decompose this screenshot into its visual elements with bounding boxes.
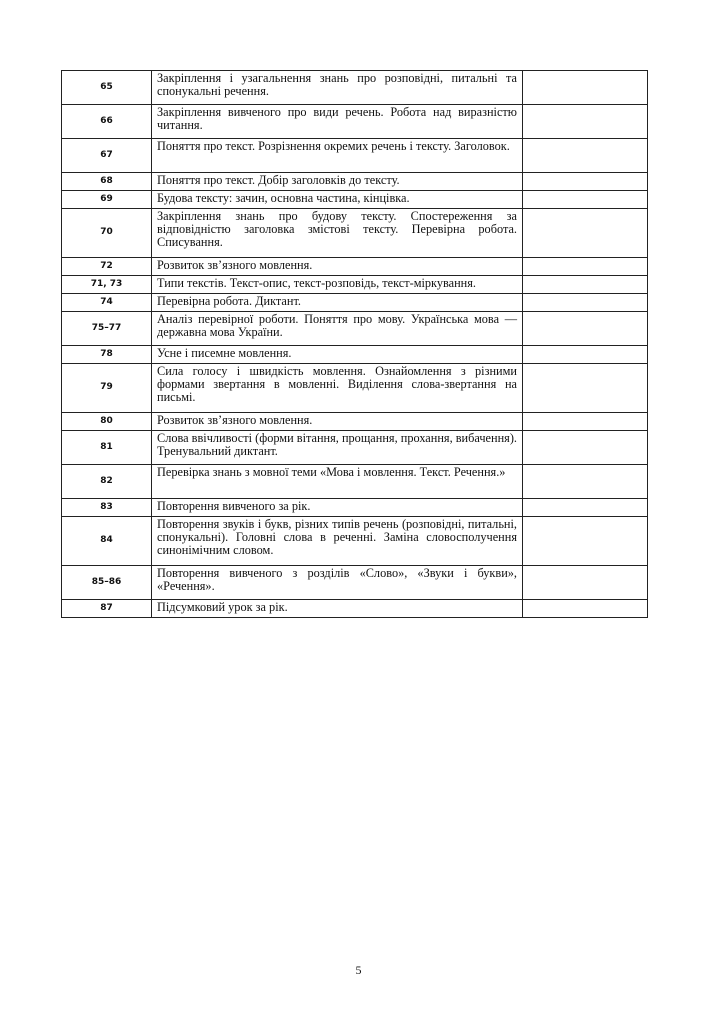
lesson-note-cell — [523, 209, 648, 258]
lesson-topic: Підсумковий урок за рік. — [152, 600, 523, 618]
lesson-note-cell — [523, 105, 648, 139]
lesson-plan-body — [62, 71, 648, 618]
lesson-number: 78 — [62, 346, 152, 364]
table-row — [62, 517, 648, 566]
lesson-topic: Слова ввічливості (форми вітання, прощання, прохання, вибачення). Тренувальний диктант. — [152, 431, 523, 465]
table-row — [62, 431, 648, 465]
lesson-topic: Сила голосу і швидкість мовлення. Ознайомлення з різними формами звертання в мовленні. Виділення слова-звертання на письмі. — [152, 364, 523, 413]
lesson-number: 79 — [62, 364, 152, 413]
lesson-note-cell — [523, 600, 648, 618]
lesson-topic: Повторення вивченого за рік. — [152, 499, 523, 517]
lesson-number: 80 — [62, 413, 152, 431]
lesson-number: 84 — [62, 517, 152, 566]
lesson-topic: Перевірна робота. Диктант. — [152, 294, 523, 312]
lesson-number: 69 — [62, 191, 152, 209]
lesson-note-cell — [523, 431, 648, 465]
lesson-number: 65 — [62, 71, 152, 105]
lesson-number: 81 — [62, 431, 152, 465]
lesson-note-cell — [523, 71, 648, 105]
lesson-number: 71, 73 — [62, 276, 152, 294]
table-row — [62, 566, 648, 600]
lesson-topic: Типи текстів. Текст-опис, текст-розповідь, текст-міркування. — [152, 276, 523, 294]
table-row — [62, 71, 648, 105]
lesson-note-cell — [523, 517, 648, 566]
lesson-number: 85–86 — [62, 566, 152, 600]
lesson-topic: Закріплення і узагальнення знань про розповідні, питальні та спонукальні речення. — [152, 71, 523, 105]
lesson-topic: Поняття про текст. Розрізнення окремих речень і тексту. Заголовок. — [152, 139, 523, 173]
lesson-number: 75–77 — [62, 312, 152, 346]
lesson-note-cell — [523, 413, 648, 431]
lesson-topic: Поняття про текст. Добір заголовків до тексту. — [152, 173, 523, 191]
lesson-note-cell — [523, 346, 648, 364]
table-row — [62, 294, 648, 312]
page-number: 5 — [355, 963, 362, 977]
table-row — [62, 191, 648, 209]
table-row — [62, 499, 648, 517]
lesson-number: 83 — [62, 499, 152, 517]
table-row — [62, 139, 648, 173]
table-row — [62, 258, 648, 276]
lesson-topic: Усне і писемне мовлення. — [152, 346, 523, 364]
lesson-note-cell — [523, 499, 648, 517]
lesson-number: 67 — [62, 139, 152, 173]
lesson-topic: Повторення вивченого з розділів «Слово», «Звуки і букви», «Речення». — [152, 566, 523, 600]
table-row — [62, 364, 648, 413]
lesson-number: 87 — [62, 600, 152, 618]
lesson-number: 74 — [62, 294, 152, 312]
lesson-number: 68 — [62, 173, 152, 191]
lesson-note-cell — [523, 566, 648, 600]
table-row — [62, 346, 648, 364]
lesson-note-cell — [523, 312, 648, 346]
table-row — [62, 209, 648, 258]
lesson-note-cell — [523, 364, 648, 413]
table-row — [62, 600, 648, 618]
table-row — [62, 312, 648, 346]
lesson-note-cell — [523, 139, 648, 173]
lesson-note-cell — [523, 191, 648, 209]
lesson-topic: Закріплення вивченого про види речень. Робота над виразністю читання. — [152, 105, 523, 139]
lesson-plan-table — [61, 70, 648, 618]
lesson-topic: Повторення звуків і букв, різних типів речень (розповідні, питальні, спонукальні). Головні слова в реченні. Заміна словосполучення синонімічним словом. — [152, 517, 523, 566]
lesson-number: 70 — [62, 209, 152, 258]
lesson-topic: Перевірка знань з мовної теми «Мова і мовлення. Текст. Речення.» — [152, 465, 523, 499]
table-row — [62, 413, 648, 431]
lesson-number: 72 — [62, 258, 152, 276]
table-row — [62, 276, 648, 294]
lesson-number: 82 — [62, 465, 152, 499]
lesson-note-cell — [523, 276, 648, 294]
table-row — [62, 105, 648, 139]
lesson-note-cell — [523, 294, 648, 312]
lesson-topic: Будова тексту: зачин, основна частина, кінцівка. — [152, 191, 523, 209]
lesson-topic: Розвиток зв’язного мовлення. — [152, 258, 523, 276]
table-row — [62, 465, 648, 499]
lesson-note-cell — [523, 173, 648, 191]
lesson-topic: Аналіз перевірної роботи. Поняття про мову. Українська мова — державна мова України. — [152, 312, 523, 346]
lesson-topic: Закріплення знань про будову тексту. Спостереження за відповідністю заголовка змістові тексту. Перевірна робота. Списування. — [152, 209, 523, 258]
lesson-note-cell — [523, 465, 648, 499]
lesson-number: 66 — [62, 105, 152, 139]
table-row — [62, 173, 648, 191]
lesson-topic: Розвиток зв’язного мовлення. — [152, 413, 523, 431]
lesson-note-cell — [523, 258, 648, 276]
